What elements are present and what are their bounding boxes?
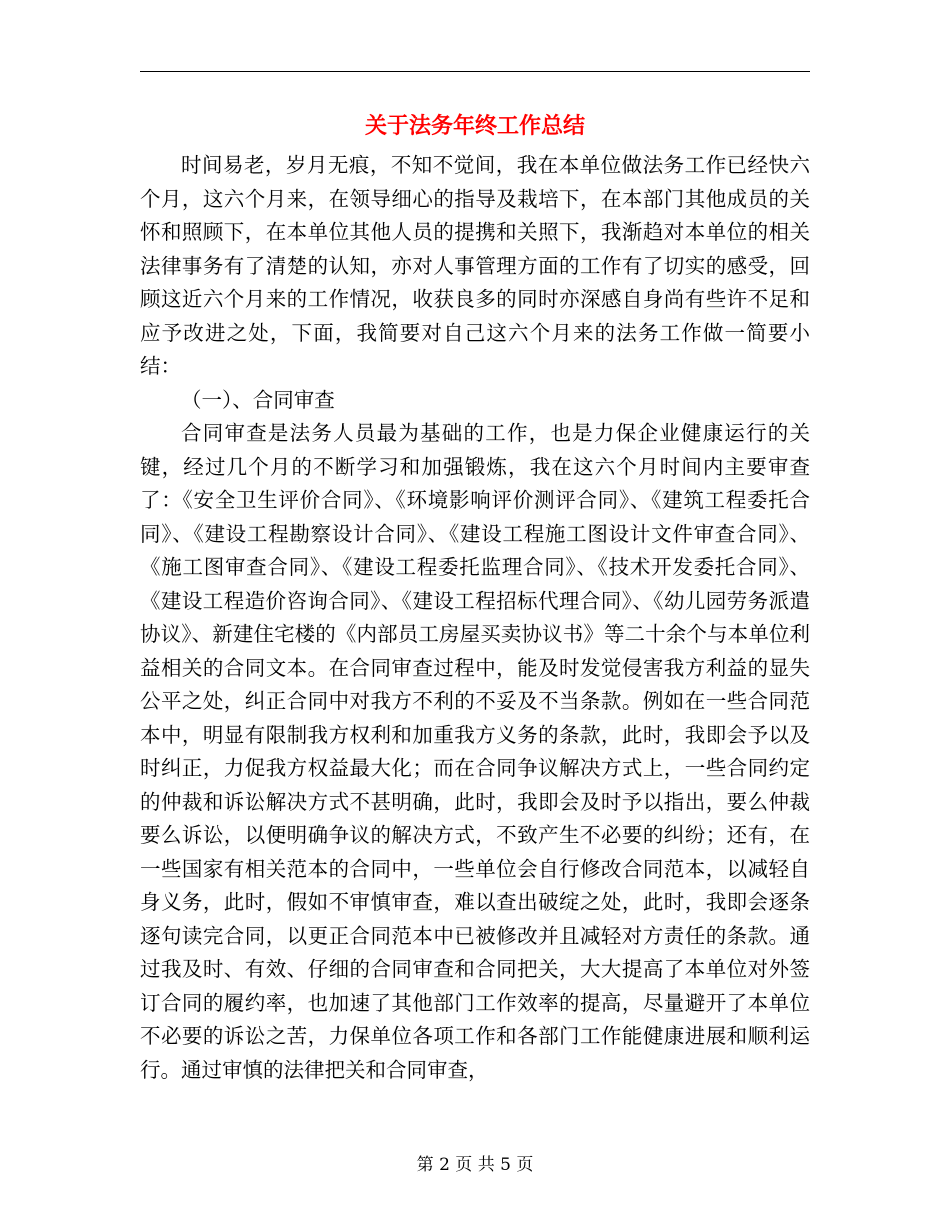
section-heading-contract-review: （一）、合同审查 [181, 387, 335, 412]
document-body [140, 149, 810, 1087]
paragraph-contract-review: 合同审查是法务人员最为基础的工作，也是力保企业健康运行的关键，经过几个月的不断学习和加强锻炼，我在这六个月时间内主要审查了：《安全卫生评价合同》、《环境影响评价测评合同》、《建筑工程委托合同》、《建设工程勘察设计合同》、《建设工程施工图设计文件审查合同》、《施工图审查合同》、《建设工程委托监理合同》、《技术开发委托合同》、《建设工程造价咨询合同》、《建设工程招标代理合同》、《幼儿园劳务派遣协议》、新建住宅楼的《内部员工房屋买卖协议书》等二十余个与本单位利益相关的合同文本。在合同审查过程中，能及时发觉侵害我方利益的显失公平之处，纠正合同中对我方不利的不妥及不当条款。例如在一些合同范本中，明显有限制我方权利和加重我方义务的条款，此时，我即会予以及时纠正，力促我方权益最大化；而在合同争议解决方式上，一些合同约定的仲裁和诉讼解决方式不甚明确，此时，我即会及时予以指出，要么仲裁要么诉讼，以便明确争议的解决方式，不致产生不必要的纠纷；还有，在一些国家有相关范本的合同中，一些单位会自行修改合同范本，以减轻自身义务，此时，假如不审慎审查，难以查出破绽之处，此时，我即会逐条逐句读完合同，以更正合同范本中已被修改并且减轻对方责任的条款。通过我及时、有效、仔细的合同审查和合同把关，大大提高了本单位对外签订合同的履约率，也加速了其他部门工作效率的提高，尽量避开了本单位不必要的诉讼之苦，力保单位各项工作和各部门工作能健康进展和顺利运行。通过审慎的法律把关和合同审查， [140, 421, 810, 1082]
header-rule [140, 71, 810, 72]
page-number: 第 2 页 共 5 页 [416, 1155, 534, 1175]
paragraph-intro: 时间易老，岁月无痕，不知不觉间，我在本单位做法务工作已经快六个月，这六个月来，在领导细心的指导及栽培下，在本部门其他成员的关怀和照顾下，在本单位其他人员的提携和关照下，我渐趋对本单位的相关法律事务有了清楚的认知，亦对人事管理方面的工作有了切实的感受，回顾这近六个月来的工作情况，收获良多的同时亦深感自身尚有些许不足和应予改进之处，下面，我简要对自己这六个月来的法务工作做一简要小结： [140, 153, 810, 378]
document-title: 关于法务年终工作总结 [364, 113, 585, 139]
